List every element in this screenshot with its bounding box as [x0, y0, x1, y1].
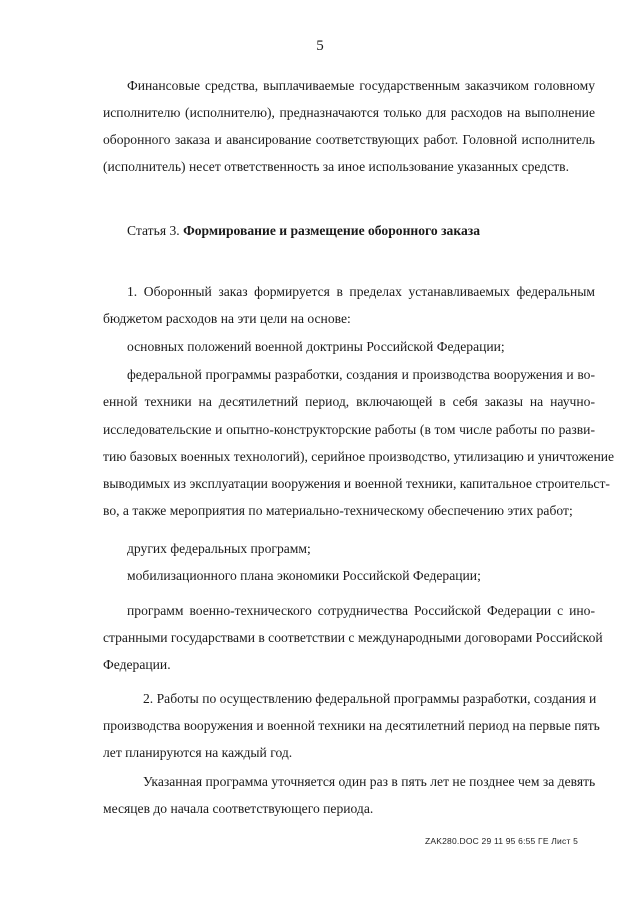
text-line: енной техники на десятилетний период, включающей в себя заказы на научно- — [103, 394, 595, 409]
text-line: Федерации. — [103, 657, 171, 672]
text-line: странными государствами в соответствии с международными договорами Российской — [103, 630, 603, 645]
article-prefix: Статья 3. — [127, 223, 180, 238]
document-footer: ZAK280.DOC 29 11 95 6:55 ГЕ Лист 5 — [425, 836, 579, 846]
text-line: мобилизационного плана экономики Российской Федерации; — [127, 568, 481, 583]
text-line: бюджетом расходов на эти цели на основе: — [103, 311, 351, 326]
text-line: 2. Работы по осуществлению федеральной программы разработки, создания и — [143, 691, 597, 706]
text-line: исследовательские и опытно-конструкторские работы (в том числе работы по разви- — [103, 422, 595, 437]
text-line: основных положений военной доктрины Российской Федерации; — [127, 339, 505, 354]
text-line: во, а также мероприятия по материально-техническому обеспечению этих работ; — [103, 503, 573, 518]
text-line: федеральной программы разработки, создания и производства вооружения и во- — [127, 367, 595, 382]
text-line: месяцев до начала соответствующего периода. — [103, 801, 374, 816]
text-line: 1. Оборонный заказ формируется в пределах устанавливаемых федеральным — [127, 284, 595, 299]
text-line: оборонного заказа и авансирование соответствующих работ. Головной исполнитель — [103, 132, 595, 147]
article-title: Формирование и размещение оборонного заказа — [183, 223, 481, 238]
text-line: Указанная программа уточняется один раз в пять лет не позднее чем за девять — [143, 774, 596, 789]
text-line: других федеральных программ; — [127, 541, 311, 556]
text-line: тию базовых военных технологий), серийное производство, утилизацию и уничтожение — [103, 449, 615, 464]
text-line: программ военно-технического сотрудничества Российской Федерации с ино- — [127, 603, 595, 618]
text-line: выводимых из эксплуатации вооружения и военной техники, капитальное строительст- — [103, 476, 610, 491]
text-line: лет планируются на каждый год. — [103, 745, 293, 760]
text-line: Финансовые средства, выплачиваемые государственным заказчиком головному — [127, 78, 595, 93]
text-line: (исполнитель) несет ответственность за иное использование указанных средств. — [103, 159, 569, 174]
page-number: 5 — [316, 38, 324, 54]
article-heading — [127, 222, 480, 240]
text-line: исполнителю (исполнителю), предназначаются только для расходов на выполнение — [103, 105, 595, 120]
text-line: производства вооружения и военной техники на десятилетний период на первые пять — [103, 718, 600, 733]
